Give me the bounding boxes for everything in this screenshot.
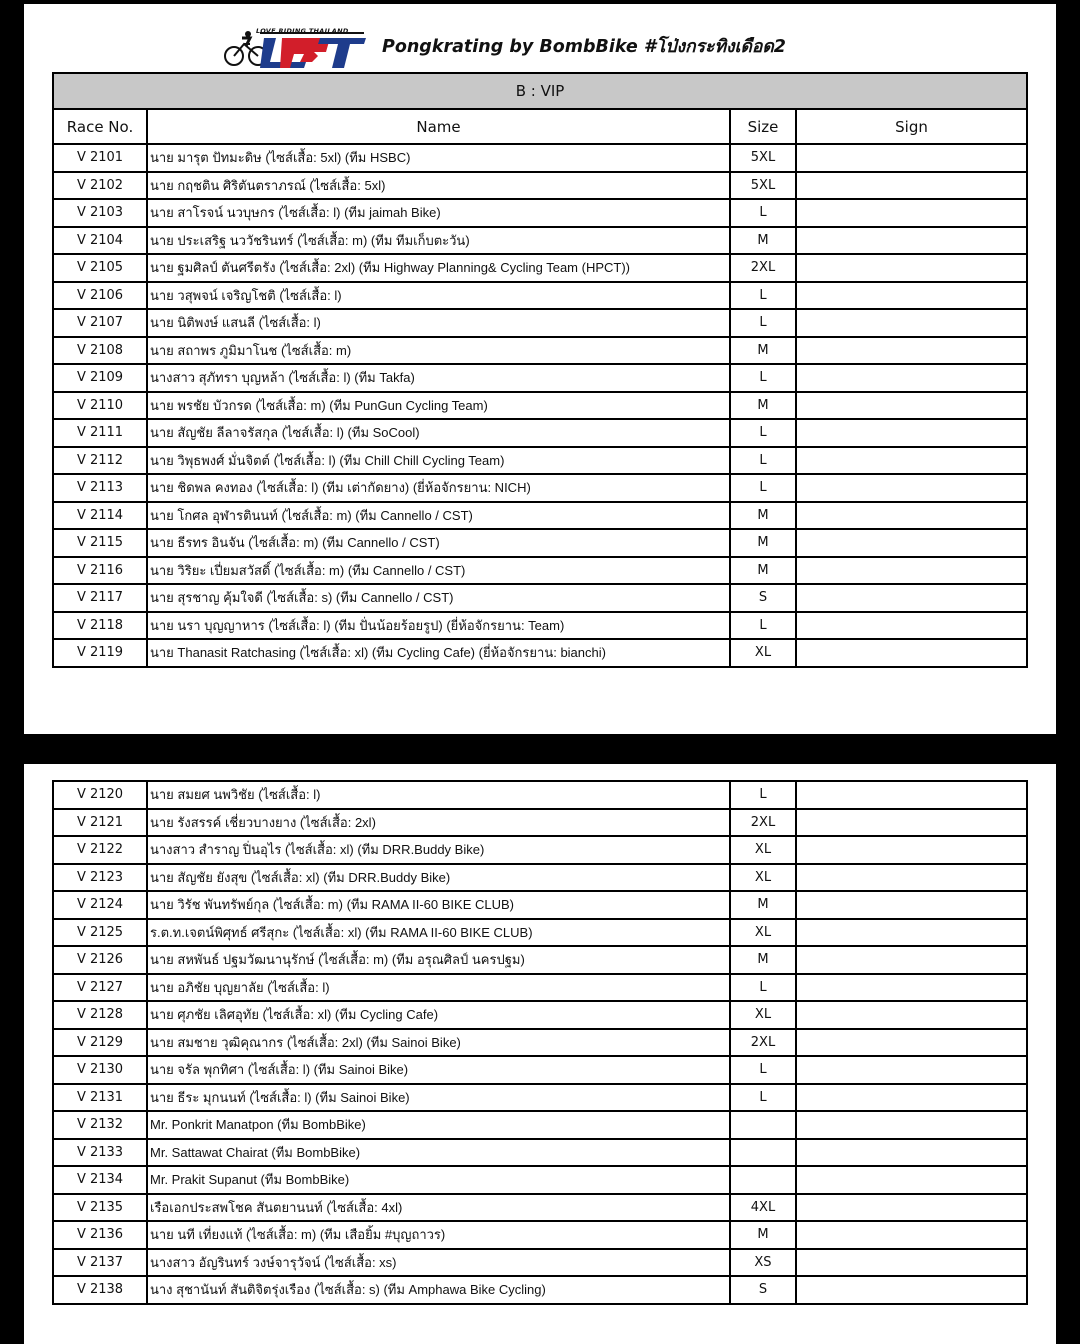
table-row bbox=[53, 1084, 1027, 1112]
race-number-cell: V 2112 bbox=[53, 447, 147, 475]
table-row bbox=[53, 781, 1027, 809]
signature-cell bbox=[796, 474, 1027, 502]
table-row bbox=[53, 419, 1027, 447]
signature-cell bbox=[796, 1139, 1027, 1167]
race-number-cell: V 2136 bbox=[53, 1221, 147, 1249]
shirt-size-cell: XS bbox=[730, 1249, 796, 1277]
signature-cell bbox=[796, 1029, 1027, 1057]
registration-table-page-1 bbox=[52, 72, 1028, 668]
race-number-cell: V 2124 bbox=[53, 891, 147, 919]
table-row bbox=[53, 919, 1027, 947]
shirt-size-cell: 5XL bbox=[730, 172, 796, 200]
table-row bbox=[53, 584, 1027, 612]
signature-cell bbox=[796, 254, 1027, 282]
participant-name-cell: นาย ฐมศิลป์ ตันศรีตรัง (ไซส์เสื้อ: 2xl) (ทีม Highway Planning& Cycling Team (HPCT)) bbox=[147, 254, 730, 282]
shirt-size-cell: L bbox=[730, 974, 796, 1002]
table-row bbox=[53, 502, 1027, 530]
document-header bbox=[24, 4, 1056, 72]
race-number-cell: V 2107 bbox=[53, 309, 147, 337]
signature-cell bbox=[796, 557, 1027, 585]
shirt-size-cell: M bbox=[730, 227, 796, 255]
signature-cell bbox=[796, 1276, 1027, 1304]
shirt-size-cell: L bbox=[730, 199, 796, 227]
shirt-size-cell: M bbox=[730, 502, 796, 530]
signature-cell bbox=[796, 172, 1027, 200]
participant-name-cell: นาย วิรัช พันทรัพย์กุล (ไซส์เสื้อ: m) (ทีม RAMA II-60 BIKE CLUB) bbox=[147, 891, 730, 919]
shirt-size-cell: M bbox=[730, 529, 796, 557]
race-number-cell: V 2104 bbox=[53, 227, 147, 255]
race-number-cell: V 2117 bbox=[53, 584, 147, 612]
column-header-name: Name bbox=[147, 109, 730, 144]
column-header-sign: Sign bbox=[796, 109, 1027, 144]
section-header-row bbox=[53, 73, 1027, 109]
section-title: B : VIP bbox=[53, 73, 1027, 109]
signature-cell bbox=[796, 1001, 1027, 1029]
shirt-size-cell: L bbox=[730, 309, 796, 337]
table-row bbox=[53, 1001, 1027, 1029]
column-header-size: Size bbox=[730, 109, 796, 144]
signature-cell bbox=[796, 1111, 1027, 1139]
table-row bbox=[53, 144, 1027, 172]
table-row bbox=[53, 639, 1027, 667]
participant-name-cell: นางสาว สุภัทรา บุญหล้า (ไซส์เสื้อ: l) (ทีม Takfa) bbox=[147, 364, 730, 392]
table-row bbox=[53, 946, 1027, 974]
table-row bbox=[53, 974, 1027, 1002]
signature-cell bbox=[796, 809, 1027, 837]
race-number-cell: V 2132 bbox=[53, 1111, 147, 1139]
table-row bbox=[53, 1194, 1027, 1222]
shirt-size-cell bbox=[730, 1166, 796, 1194]
signature-cell bbox=[796, 337, 1027, 365]
participant-name-cell: นาย อภิชัย บุญยาลัย (ไซส์เสื้อ: l) bbox=[147, 974, 730, 1002]
participant-name-cell: นาย รังสรรค์ เชี่ยวบางยาง (ไซส์เสื้อ: 2xl) bbox=[147, 809, 730, 837]
shirt-size-cell: XL bbox=[730, 1001, 796, 1029]
shirt-size-cell: M bbox=[730, 337, 796, 365]
table-row bbox=[53, 392, 1027, 420]
race-number-cell: V 2110 bbox=[53, 392, 147, 420]
table-row bbox=[53, 1139, 1027, 1167]
participant-name-cell: นาย นที เที่ยงแท้ (ไซส์เสื้อ: m) (ทีม เสือยิ้ม #บุญถาวร) bbox=[147, 1221, 730, 1249]
participant-name-cell: ร.ต.ท.เจตน์พิศุทธ์ ศรีสุกะ (ไซส์เสื้อ: xl) (ทีม RAMA II-60 BIKE CLUB) bbox=[147, 919, 730, 947]
shirt-size-cell: M bbox=[730, 891, 796, 919]
participant-name-cell: นาย สมยศ นพวิชัย (ไซส์เสื้อ: l) bbox=[147, 781, 730, 809]
shirt-size-cell bbox=[730, 1139, 796, 1167]
race-number-cell: V 2109 bbox=[53, 364, 147, 392]
shirt-size-cell: XL bbox=[730, 639, 796, 667]
participant-name-cell: Mr. Prakit Supanut (ทีม BombBike) bbox=[147, 1166, 730, 1194]
registration-table-page-2 bbox=[52, 780, 1028, 1305]
participant-name-cell: นางสาว อัญรินทร์ วงษ์จารุวัจน์ (ไซส์เสื้อ: xs) bbox=[147, 1249, 730, 1277]
participant-name-cell: นางสาว สำราญ ปิ่นอุไร (ไซส์เสื้อ: xl) (ทีม DRR.Buddy Bike) bbox=[147, 836, 730, 864]
shirt-size-cell: XL bbox=[730, 864, 796, 892]
signature-cell bbox=[796, 282, 1027, 310]
participant-name-cell: นาย มารุต ปัทมะดิษ (ไซส์เสื้อ: 5xl) (ทีม HSBC) bbox=[147, 144, 730, 172]
signature-cell bbox=[796, 864, 1027, 892]
participant-name-cell: นาย ชิดพล คงทอง (ไซส์เสื้อ: l) (ทีม เต่ากัดยาง) (ยี่ห้อจักรยาน: NICH) bbox=[147, 474, 730, 502]
signature-cell bbox=[796, 1084, 1027, 1112]
signature-cell bbox=[796, 974, 1027, 1002]
participant-name-cell: นาย วสุพจน์ เจริญโชติ (ไซส์เสื้อ: l) bbox=[147, 282, 730, 310]
race-number-cell: V 2123 bbox=[53, 864, 147, 892]
race-number-cell: V 2113 bbox=[53, 474, 147, 502]
participant-name-cell: นาย Thanasit Ratchasing (ไซส์เสื้อ: xl) (ทีม Cycling Cafe) (ยี่ห้อจักรยาน: bianchi) bbox=[147, 639, 730, 667]
race-number-cell: V 2134 bbox=[53, 1166, 147, 1194]
race-number-cell: V 2133 bbox=[53, 1139, 147, 1167]
signature-cell bbox=[796, 639, 1027, 667]
table-row bbox=[53, 1111, 1027, 1139]
shirt-size-cell: L bbox=[730, 364, 796, 392]
race-number-cell: V 2105 bbox=[53, 254, 147, 282]
race-number-cell: V 2135 bbox=[53, 1194, 147, 1222]
table-row bbox=[53, 1166, 1027, 1194]
page-sheet-2 bbox=[24, 764, 1056, 1344]
signature-cell bbox=[796, 419, 1027, 447]
participant-name-cell: นาย ประเสริฐ นววัชรินทร์ (ไซส์เสื้อ: m) (ทีม ทีมเก็บตะวัน) bbox=[147, 227, 730, 255]
race-number-cell: V 2122 bbox=[53, 836, 147, 864]
shirt-size-cell: L bbox=[730, 419, 796, 447]
race-number-cell: V 2128 bbox=[53, 1001, 147, 1029]
table-row bbox=[53, 447, 1027, 475]
shirt-size-cell: M bbox=[730, 392, 796, 420]
shirt-size-cell: L bbox=[730, 282, 796, 310]
signature-cell bbox=[796, 392, 1027, 420]
signature-cell bbox=[796, 781, 1027, 809]
signature-cell bbox=[796, 502, 1027, 530]
race-number-cell: V 2108 bbox=[53, 337, 147, 365]
race-number-cell: V 2101 bbox=[53, 144, 147, 172]
shirt-size-cell: XL bbox=[730, 919, 796, 947]
participant-name-cell: นาย ธีระ มุกนนท์ (ไซส์เสื้อ: l) (ทีม Sainoi Bike) bbox=[147, 1084, 730, 1112]
participant-name-cell: นาย สหพันธ์ ปฐมวัฒนานุรักษ์ (ไซส์เสื้อ: m) (ทีม อรุณศิลป์ นครปฐม) bbox=[147, 946, 730, 974]
table-row bbox=[53, 227, 1027, 255]
participant-name-cell: นาย สุรชาญ คุ้มใจดี (ไซส์เสื้อ: s) (ทีม Cannello / CST) bbox=[147, 584, 730, 612]
table-row bbox=[53, 364, 1027, 392]
table-row bbox=[53, 474, 1027, 502]
table-row bbox=[53, 1029, 1027, 1057]
race-number-cell: V 2102 bbox=[53, 172, 147, 200]
signature-cell bbox=[796, 919, 1027, 947]
shirt-size-cell bbox=[730, 1111, 796, 1139]
table-row bbox=[53, 891, 1027, 919]
table-row bbox=[53, 1056, 1027, 1084]
signature-cell bbox=[796, 1221, 1027, 1249]
signature-cell bbox=[796, 309, 1027, 337]
race-number-cell: V 2114 bbox=[53, 502, 147, 530]
shirt-size-cell: L bbox=[730, 474, 796, 502]
table-row bbox=[53, 809, 1027, 837]
participant-name-cell: นาย สัญชัย ยังสุข (ไซส์เสื้อ: xl) (ทีม DRR.Buddy Bike) bbox=[147, 864, 730, 892]
document-title: Pongkrating by BombBike #โป่งกระทิงเดือด2 bbox=[382, 37, 786, 57]
signature-cell bbox=[796, 1249, 1027, 1277]
signature-cell bbox=[796, 584, 1027, 612]
participant-name-cell: นาย วิริยะ เปี่ยมสวัสดิ์ (ไซส์เสื้อ: m) (ทีม Cannello / CST) bbox=[147, 557, 730, 585]
table-row bbox=[53, 282, 1027, 310]
participant-name-cell: นาย ธีรทร อินจัน (ไซส์เสื้อ: m) (ทีม Cannello / CST) bbox=[147, 529, 730, 557]
race-number-cell: V 2115 bbox=[53, 529, 147, 557]
table-row bbox=[53, 557, 1027, 585]
shirt-size-cell: 2XL bbox=[730, 254, 796, 282]
participant-name-cell: เรือเอกประสพโชค สันตยานนท์ (ไซส์เสื้อ: 4xl) bbox=[147, 1194, 730, 1222]
table-row bbox=[53, 172, 1027, 200]
signature-cell bbox=[796, 612, 1027, 640]
shirt-size-cell: S bbox=[730, 1276, 796, 1304]
participant-name-cell: นาย โกศล อุฬารตินนท์ (ไซส์เสื้อ: m) (ทีม Cannello / CST) bbox=[147, 502, 730, 530]
race-number-cell: V 2118 bbox=[53, 612, 147, 640]
shirt-size-cell: M bbox=[730, 946, 796, 974]
race-number-cell: V 2138 bbox=[53, 1276, 147, 1304]
shirt-size-cell: 2XL bbox=[730, 1029, 796, 1057]
race-number-cell: V 2116 bbox=[53, 557, 147, 585]
participant-name-cell: Mr. Ponkrit Manatpon (ทีม BombBike) bbox=[147, 1111, 730, 1139]
table-row bbox=[53, 529, 1027, 557]
signature-cell bbox=[796, 199, 1027, 227]
shirt-size-cell: 4XL bbox=[730, 1194, 796, 1222]
shirt-size-cell: S bbox=[730, 584, 796, 612]
race-number-cell: V 2131 bbox=[53, 1084, 147, 1112]
table-row bbox=[53, 309, 1027, 337]
race-number-cell: V 2103 bbox=[53, 199, 147, 227]
signature-cell bbox=[796, 1194, 1027, 1222]
race-number-cell: V 2111 bbox=[53, 419, 147, 447]
participant-name-cell: นาย กฤชติน ศิริตันตราภรณ์ (ไซส์เสื้อ: 5xl) bbox=[147, 172, 730, 200]
participant-name-cell: นาย นรา บุญญาหาร (ไซส์เสื้อ: l) (ทีม ปั่นน้อยร้อยรูป) (ยี่ห้อจักรยาน: Team) bbox=[147, 612, 730, 640]
race-number-cell: V 2119 bbox=[53, 639, 147, 667]
table-row bbox=[53, 254, 1027, 282]
race-number-cell: V 2137 bbox=[53, 1249, 147, 1277]
participant-name-cell: นาย สัญชัย ลีลาจรัสกุล (ไซส์เสื้อ: l) (ทีม SoCool) bbox=[147, 419, 730, 447]
race-number-cell: V 2129 bbox=[53, 1029, 147, 1057]
participant-name-cell: นาย นิติพงษ์ แสนลี (ไซส์เสื้อ: l) bbox=[147, 309, 730, 337]
shirt-size-cell: M bbox=[730, 1221, 796, 1249]
page-sheet-1 bbox=[24, 4, 1056, 734]
signature-cell bbox=[796, 1166, 1027, 1194]
table-row bbox=[53, 337, 1027, 365]
column-header-row bbox=[53, 109, 1027, 144]
logo-tagline: LOVE RIDING THAILAND bbox=[256, 27, 349, 35]
race-number-cell: V 2106 bbox=[53, 282, 147, 310]
signature-cell bbox=[796, 946, 1027, 974]
table-row bbox=[53, 1276, 1027, 1304]
column-header-race-no: Race No. bbox=[53, 109, 147, 144]
signature-cell bbox=[796, 227, 1027, 255]
signature-cell bbox=[796, 1056, 1027, 1084]
race-number-cell: V 2121 bbox=[53, 809, 147, 837]
lrt-logo bbox=[220, 26, 368, 70]
shirt-size-cell: L bbox=[730, 1056, 796, 1084]
signature-cell bbox=[796, 447, 1027, 475]
participant-name-cell: นาย สมชาย วุฒิคุณากร (ไซส์เสื้อ: 2xl) (ทีม Sainoi Bike) bbox=[147, 1029, 730, 1057]
signature-cell bbox=[796, 529, 1027, 557]
participant-name-cell: นาย จรัล พุกทิศา (ไซส์เสื้อ: l) (ทีม Sainoi Bike) bbox=[147, 1056, 730, 1084]
race-number-cell: V 2130 bbox=[53, 1056, 147, 1084]
signature-cell bbox=[796, 364, 1027, 392]
table-row bbox=[53, 836, 1027, 864]
shirt-size-cell: L bbox=[730, 447, 796, 475]
signature-cell bbox=[796, 836, 1027, 864]
participant-name-cell: นาย พรชัย บัวกรด (ไซส์เสื้อ: m) (ทีม PunGun Cycling Team) bbox=[147, 392, 730, 420]
shirt-size-cell: M bbox=[730, 557, 796, 585]
race-number-cell: V 2125 bbox=[53, 919, 147, 947]
participant-name-cell: นาย ศุภชัย เลิศอุทัย (ไซส์เสื้อ: xl) (ทีม Cycling Cafe) bbox=[147, 1001, 730, 1029]
participant-name-cell: นาย สาโรจน์ นวบุษกร (ไซส์เสื้อ: l) (ทีม jaimah Bike) bbox=[147, 199, 730, 227]
participant-name-cell: Mr. Sattawat Chairat (ทีม BombBike) bbox=[147, 1139, 730, 1167]
participant-name-cell: นาย วิพุธพงศ์ มั่นจิตต์ (ไซส์เสื้อ: l) (ทีม Chill Chill Cycling Team) bbox=[147, 447, 730, 475]
table-row bbox=[53, 612, 1027, 640]
race-number-cell: V 2120 bbox=[53, 781, 147, 809]
shirt-size-cell: L bbox=[730, 1084, 796, 1112]
signature-cell bbox=[796, 891, 1027, 919]
participant-name-cell: นาย สถาพร ภูมิมาโนช (ไซส์เสื้อ: m) bbox=[147, 337, 730, 365]
race-number-cell: V 2127 bbox=[53, 974, 147, 1002]
shirt-size-cell: L bbox=[730, 612, 796, 640]
table-row bbox=[53, 1221, 1027, 1249]
shirt-size-cell: XL bbox=[730, 836, 796, 864]
table-row bbox=[53, 1249, 1027, 1277]
participant-name-cell: นาง สุชานันท์ สันติจิตรุ่งเรือง (ไซส์เสื้อ: s) (ทีม Amphawa Bike Cycling) bbox=[147, 1276, 730, 1304]
shirt-size-cell: 2XL bbox=[730, 809, 796, 837]
shirt-size-cell: 5XL bbox=[730, 144, 796, 172]
race-number-cell: V 2126 bbox=[53, 946, 147, 974]
table-row bbox=[53, 864, 1027, 892]
signature-cell bbox=[796, 144, 1027, 172]
table-row bbox=[53, 199, 1027, 227]
shirt-size-cell: L bbox=[730, 781, 796, 809]
